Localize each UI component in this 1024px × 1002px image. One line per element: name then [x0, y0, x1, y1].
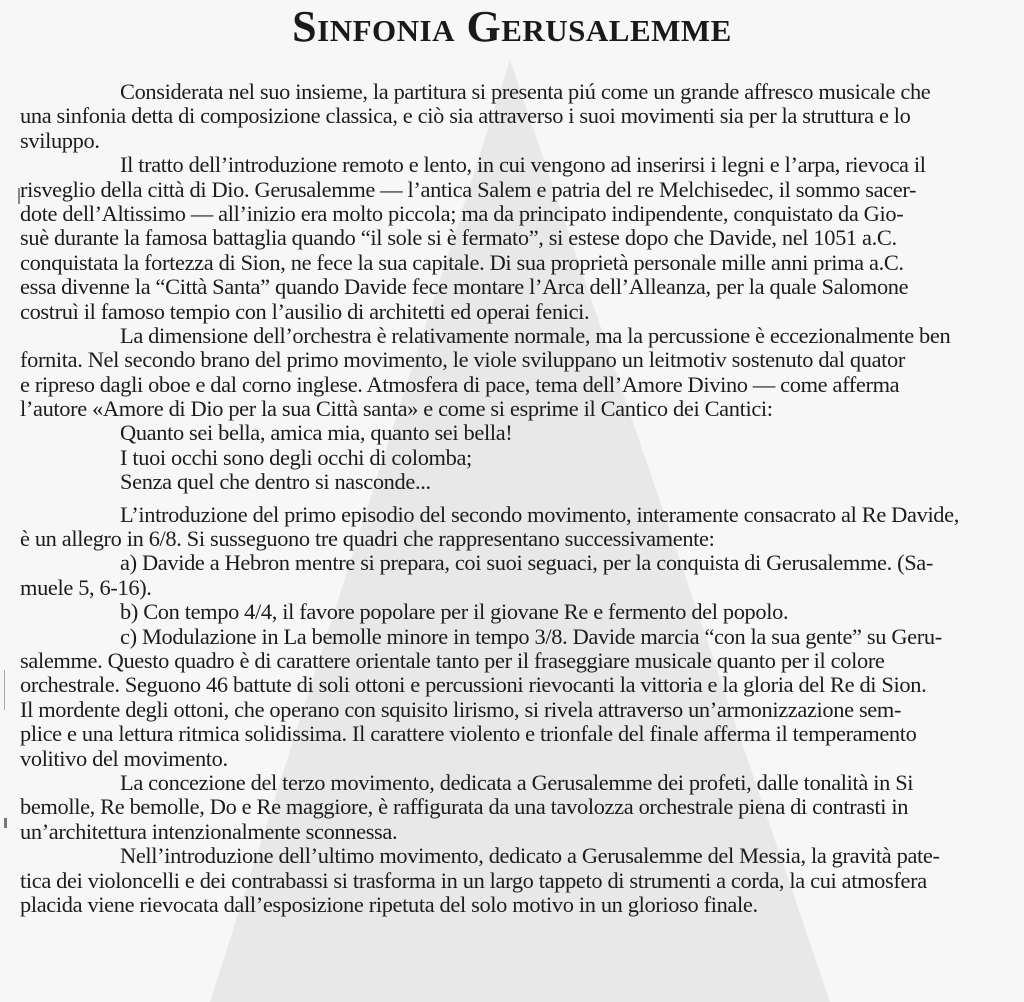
- margin-mark: [4, 670, 5, 710]
- text-line: b) Con tempo 4/4, il favore popolare per il giovane Re e fermento del popolo.: [120, 599, 789, 625]
- text-line: Senza quel che dentro si nasconde...: [120, 469, 431, 495]
- text-line: sviluppo.: [20, 127, 100, 153]
- text-line: bemolle, Re bemolle, Do e Re maggiore, è raffigurata da una tavolozza orchestrale piena di contrasti in: [20, 794, 909, 820]
- text-line: e ripreso dagli oboe e dal corno inglese. Atmosfera di pace, tema dell’Amore Divino — come afferma: [20, 371, 900, 397]
- text-line: fornita. Nel secondo brano del primo movimento, le viole sviluppano un leitmotiv sostenuto dal quator: [20, 347, 905, 373]
- text-line: Nell’introduzione dell’ultimo movimento, dedicato a Gerusalemme del Messia, la gravità pate-: [120, 843, 940, 869]
- text-line: l’autore «Amore di Dio per la sua Città santa» e come si esprime il Cantico dei Cantici:: [20, 396, 773, 422]
- text-line: suè durante la famosa battaglia quando “il sole si è fermato”, si estese dopo che Davide, nel 1051 a.C.: [20, 225, 897, 251]
- text-line: Il mordente degli ottoni, che operano con squisito lirismo, si rivela attraverso un’armonizzazione sem-: [20, 696, 902, 722]
- text-line: placida viene rievocata dall’esposizione ripetuta del solo motivo in un glorioso finale.: [20, 891, 758, 917]
- text-line: Il tratto dell’introduzione remoto e lento, in cui vengono ad inserirsi i legni e l’arpa, rievoca il: [120, 152, 926, 178]
- text-line: L’introduzione del primo episodio del secondo movimento, interamente consacrato al Re Davide,: [120, 501, 959, 527]
- text-line: essa divenne la “Città Santa” quando Davide fece montare l’Arca dell’Alleanza, per la quale Salomone: [20, 274, 909, 300]
- text-line: una sinfonia detta di composizione classica, e ciò sia attraverso i suoi movimenti sia per la struttura e lo: [20, 103, 911, 129]
- text-line: La dimensione dell’orchestra è relativamente normale, ma la percussione è eccezionalmente ben: [120, 322, 951, 348]
- text-line: orchestrale. Seguono 46 battute di soli ottoni e percussioni rievocanti la vittoria e la gloria del Re di Sion.: [20, 672, 927, 698]
- text-line: a) Davide a Hebron mentre si prepara, coi suoi seguaci, per la conquista di Gerusalemme. (Sa-: [120, 550, 934, 576]
- article-body: [20, 80, 1024, 917]
- text-line: muele 5, 6-16).: [20, 574, 152, 600]
- text-line: Considerata nel suo insieme, la partitura si presenta piú come un grande affresco musicale che: [120, 79, 931, 104]
- margin-mark: [4, 818, 7, 828]
- text-line: un’architettura intenzionalmente sconnessa.: [20, 818, 398, 844]
- text-line: tica dei violoncelli e dei contrabassi si trasforma in un largo tappeto di strumenti a corda, la cui atmosfera: [20, 867, 927, 893]
- text-line: La concezione del terzo movimento, dedicata a Gerusalemme dei profeti, dalle tonalità in Si: [120, 769, 914, 795]
- text-line: Quanto sei bella, amica mia, quanto sei bella!: [120, 420, 513, 446]
- margin-mark: [18, 188, 20, 204]
- text-line: dote dell’Altissimo — all’inizio era molto piccola; ma da principato indipendente, conquistato da Gio-: [20, 200, 904, 226]
- text-line: costruì il famoso tempio con l’ausilio di architetti ed operai fenici.: [20, 298, 590, 324]
- text-line: salemme. Questo quadro è di carattere orientale tanto per il fraseggiare musicale quanto per il colore: [20, 647, 885, 673]
- text-line: plice e una lettura ritmica solidissima. Il carattere violento e trionfale del finale afferma il temperamento: [20, 721, 917, 747]
- text-line: conquistata la fortezza di Sion, ne fece la sua capitale. Di sua proprietà personale mille anni prima a.C.: [20, 249, 904, 275]
- text-line: I tuoi occhi sono degli occhi di colomba;: [120, 444, 472, 470]
- text-line: c) Modulazione in La bemolle minore in tempo 3/8. Davide marcia “con la sua gente” su Geru-: [120, 623, 942, 649]
- text-line: risveglio della città di Dio. Gerusalemme — l’antica Salem e patria del re Melchisedec, il sommo sacer-: [20, 176, 917, 202]
- text-line: volitivo del movimento.: [20, 745, 228, 771]
- page-title: Sinfonia Gerusalemme: [292, 2, 732, 51]
- text-line: è un allegro in 6/8. Si susseguono tre quadri che rappresentano successivamente:: [20, 526, 715, 552]
